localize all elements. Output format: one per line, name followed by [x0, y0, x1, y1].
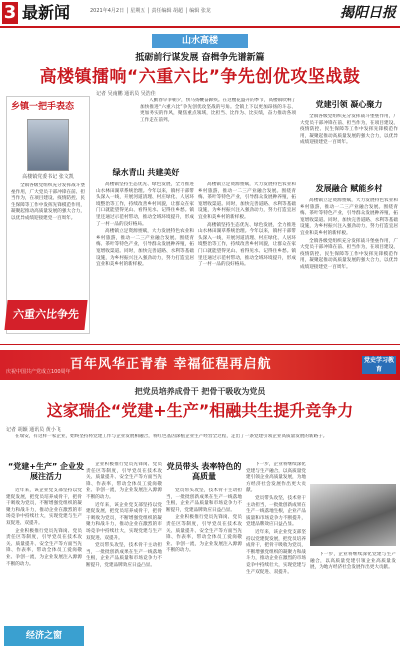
bottom-col1-paragraph: 近年来，该企业党支部坚持以党建促发展，把党员培养成骨干，把骨干吸收为党员，不断增强党组织的凝聚力和战斗力，推动企业在激烈的市场竞争中持续壮大，实现党建与生产双促进、双提升。 [6, 488, 82, 526]
bottom-col2-paragraph: 企业积极推行党员先锋岗、党员责任区等制度，引导党员在技术攻关、质量提升、安全生产等方面当先锋、作表率，带动全体员工爱岗敬业、争创一流，为企业发展注入源源不断的动力。 [86, 462, 162, 500]
bottom-col-1 [6, 488, 82, 622]
anniversary-banner [0, 350, 400, 380]
bottom-headline: 这家瑞企“党建+生产”相融共生提升竞争力 [46, 401, 354, 420]
sidebar-text [11, 183, 85, 293]
factory-photo [310, 484, 396, 546]
bottom-col2-paragraph-2: 近年来，该企业党支部坚持以党建促发展，把党员培养成骨干，把骨干吸收为党员，不断增强党组织的凝聚力和战斗力，推动企业在激烈的市场竞争中持续壮大，实现党建与生产双促进、双提升。 [86, 502, 162, 541]
bottom-subhead-1: “党建+生产” 企业发展注活力 [7, 462, 84, 481]
subhead-1: 绿水青山 共建美好 [112, 168, 180, 177]
bottom-col5-paragraph: 下一步，企业将继续深化党建与生产融合，以高质量党建引领企业高质量发展，为地方经济社会发展作出更大贡献。 [310, 552, 396, 571]
story-tag: 山水高楼 [152, 34, 248, 48]
col-3 [300, 198, 398, 334]
bottom-col4-paragraph-3: 近年来，该企业党支部坚持以党建促发展，把党员培养成骨干，把骨干吸收为党员，不断增强党组织的凝聚力和战斗力，推动企业在激烈的市场竞争中持续壮大，实现党建与生产双促进、双提升。 [246, 529, 306, 575]
bottom-col-2 [86, 462, 162, 646]
bottom-intro [6, 434, 396, 456]
banner-title: 百年风华正青春 幸福征程再启航 [70, 357, 272, 372]
newspaper-logo: 揭阳日报 [340, 5, 396, 21]
col3-paragraph-2: 全镇各级党组织充分发挥战斗堡垒作用，广大党员干部冲锋在前、担当作为，在项目建设、疫情防控、民生保障等工作中发挥先锋模范作用，凝聚起推动高质量发展的强大合力，以优异成绩迎接建党一百周年。 [300, 238, 398, 270]
subhead-2: 发展融合 赋能乡村 [315, 184, 383, 193]
bottom-col-4 [246, 462, 306, 646]
col-1 [96, 182, 194, 332]
subhead-3: 党建引领 凝心聚力 [315, 100, 383, 109]
story-subtitle: 抵砺前行谋发展 奋楫争先谱新篇 [135, 53, 265, 63]
bottom-col2-paragraph-3: 党员带头攻坚，技术骨干主动担当，一批批创新成果在生产一线落地生根，企业产品质量和市场竞争力不断提升，党建品牌效应日益凸显。 [86, 543, 162, 568]
issue-meta: 2021年4月2日 │ 星期五 │ 责任编辑 胡超 │ 编辑 张龙 [90, 8, 211, 14]
page-number: 3 [3, 2, 17, 23]
page-header [0, 0, 400, 30]
portrait-photo [27, 119, 69, 171]
sidebar-caption: 高楼镇党委书记 张文凯 [22, 174, 74, 180]
col4-paragraph: 全镇各级党组织充分发挥战斗堡垒作用，广大党员干部冲锋在前、担当作为，在项目建设、疫情防控、民生保障等工作中发挥先锋模范作用，凝聚起推动高质量发展的强大合力，以优异成绩迎接建党一百周年。 [300, 114, 398, 146]
bottom-col-3 [166, 488, 242, 646]
col1-paragraph: 高楼镇坚持生态优先、绿色发展，全力推进山水林田湖草系统治理。今年以来，镇村干部带头深入一线，开展河道清理、村庄绿化、人居环境整治等工作，持续改善乡村风貌，让群众在家门口就能望得见山、看得见水、记得住乡愁。镇里还通过示范村带动，推动全域环境提升，形成了一村一品的良好格局。 [96, 182, 194, 227]
section-divider [0, 344, 400, 345]
bottom-col3-paragraph-2: 企业积极推行党员先锋岗、党员责任区等制度，引导党员在技术攻关、质量提升、安全生产等方面当先锋、作表率，带动全体员工爱岗敬业、争创一流，为企业发展注入源源不断的动力。 [166, 515, 242, 554]
col-2 [198, 182, 296, 332]
intro-text [140, 98, 296, 162]
section-title: 最新闻 [22, 3, 71, 22]
bottom-col-5 [310, 552, 396, 646]
bottom-col4-paragraph-2: 党员带头攻坚，技术骨干主动担当，一批批创新成果在生产一线落地生根，企业产品质量和市场竞争力不断提升，党建品牌效应日益凸显。 [246, 495, 306, 528]
bottom-byline: 记者 胡颖 通讯员 黄小飞 [6, 427, 61, 433]
bottom-subtitle: 把党员培养成骨干 把骨干吸收为党员 [134, 387, 266, 396]
intro-paragraph: 人勤春早争朝夕，快马扬鞭奋蹄疾。在这樱花盛开的季节，高楼镇吹响了加快推进“六重六比”争先创优攻坚战的号角。全镇上下以更加昂扬的斗志、更加务实的作风，聚焦重点领域，比担当、比作为、比实绩，奋力推动各项工作走在前列。 [140, 98, 296, 123]
sidebar-box [6, 96, 90, 334]
story-headline: 高楼镇擂响“六重六比”争先创优攻坚战鼓 [39, 67, 361, 87]
bottom-col3-paragraph: 党员带头攻坚，技术骨干主动担当，一批批创新成果在生产一线落地生根，企业产品质量和市场竞争力不断提升，党建品牌效应日益凸显。 [166, 488, 242, 513]
col2-paragraph: 高楼镇立足资源禀赋，大力发展特色农业和乡村旅游，推动一二三产业融合发展。围绕青梅、茶叶等特色产业，引导群众发展种养殖，拓宽增收渠道。同时，加快完善道路、水利等基础设施，为乡村振兴注入强劲动力，努力打造宜居宜业和美乡村的新样板。 [198, 182, 296, 220]
bottom-subhead-2: 党员带头 表率特色的高质量 [166, 462, 242, 481]
banner-corner-tag: 党史学习教育 [363, 357, 394, 373]
sidebar-banner: 六重六比争先 [4, 300, 87, 330]
story-byline: 记者 吴南鹏 通讯员 吴浩佳 [96, 91, 156, 97]
banner-subtitle: 庆祝中国共产党成立100周年 [6, 369, 71, 375]
col2-paragraph-2: 高楼镇坚持生态优先、绿色发展，全力推进山水林田湖草系统治理。今年以来，镇村干部带头深入一线，开展河道清理、村庄绿化、人居环境整治等工作，持续改善乡村风貌，让群众在家门口就能望得见山、看得见水、记得住乡愁。镇里还通过示范村带动，推动全域环境提升，形成了一村一品的良好格局。 [198, 222, 296, 268]
bottom-intro-paragraph: 在瑞安，有这样一家企业，始终坚持将党建工作与企业发展相融合，将红色基因深植企业生产经营全过程，走出了一条党建引领企业高质量发展的新路子。 [15, 434, 328, 439]
sidebar-paragraph: 全镇各级党组织充分发挥战斗堡垒作用，广大党员干部冲锋在前、担当作为，在项目建设、疫情防控、民生保障等工作中发挥先锋模范作用，凝聚起推动高质量发展的强大合力，以优异成绩迎接建党一百周年。 [11, 183, 85, 221]
col1-paragraph-2: 高楼镇立足资源禀赋，大力发展特色农业和乡村旅游，推动一二三产业融合发展。围绕青梅、茶叶等特色产业，引导群众发展种养殖，拓宽增收渠道。同时，加快完善道路、水利等基础设施，为乡村振兴注入强劲动力，努力打造宜居宜业和美乡村的新样板。 [96, 229, 194, 268]
sidebar-title: 乡镇一把手表态 [11, 102, 75, 112]
header-rule [0, 26, 400, 28]
section-footer-tag: 经济之窗 [4, 626, 84, 646]
bottom-col1-paragraph-2: 企业积极推行党员先锋岗、党员责任区等制度，引导党员在技术攻关、质量提升、安全生产等方面当先锋、作表率，带动全体员工爱岗敬业、争创一流，为企业发展注入源源不断的动力。 [6, 528, 82, 567]
bottom-col4-paragraph: 下一步，企业将继续深化党建与生产融合，以高质量党建引领企业高质量发展，为地方经济社会发展作出更大贡献。 [246, 462, 306, 494]
col3-paragraph: 高楼镇立足资源禀赋，大力发展特色农业和乡村旅游，推动一二三产业融合发展。围绕青梅、茶叶等特色产业，引导群众发展种养殖，拓宽增收渠道。同时，加快完善道路、水利等基础设施，为乡村振兴注入强劲动力，努力打造宜居宜业和美乡村的新样板。 [300, 198, 398, 236]
col-4 [300, 114, 398, 182]
